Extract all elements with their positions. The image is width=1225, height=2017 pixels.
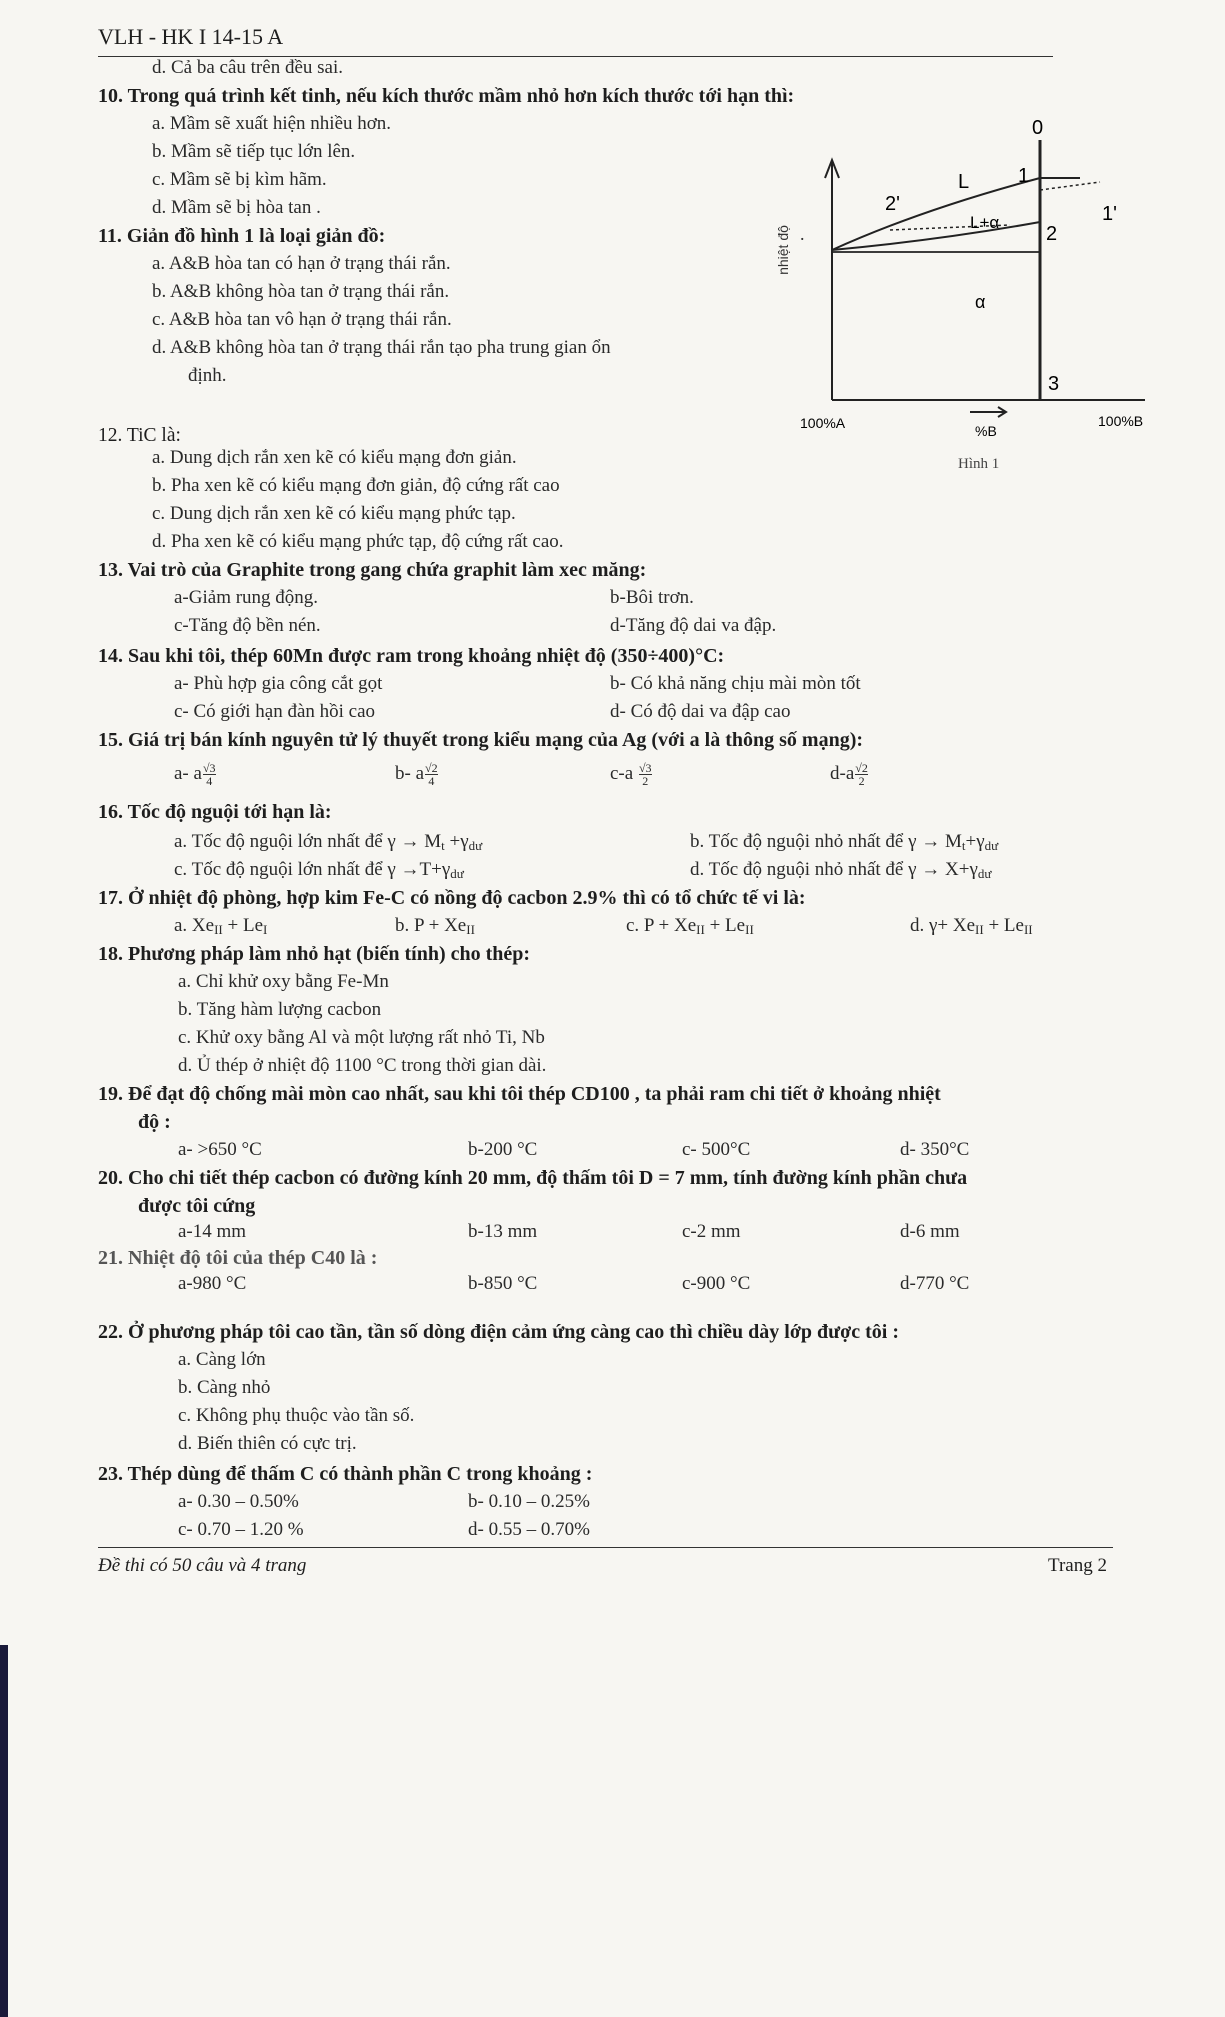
frac-denominator: 4 (428, 774, 435, 789)
q15-option-b-text: b- a (395, 763, 425, 784)
q16-a-sub2: dư (468, 838, 483, 853)
q17-b-text: b. P + Xe (395, 915, 467, 936)
q13-option-d: d-Tăng độ dai va đập. (610, 615, 777, 636)
q16-a-text: a. Tốc độ nguội lớn nhất để γ → M (174, 831, 442, 852)
q15-option-a-text: a- a (174, 763, 202, 784)
q14-option-a: a- Phù hợp gia công cắt gọt (174, 673, 383, 694)
question-21: 21. Nhiệt độ tôi của thép C40 là : (98, 1247, 378, 1269)
point-3: 3 (1048, 373, 1060, 395)
label-alpha: α (975, 292, 986, 312)
phase-diagram-figure (770, 110, 1180, 490)
label-liquid-alpha: L+α (970, 213, 1000, 232)
q13-option-b: b-Bôi trơn. (610, 587, 694, 608)
q23-option-c: c- 0.70 – 1.20 % (178, 1519, 304, 1540)
q12-option-b: b. Pha xen kẽ có kiểu mạng đơn giản, độ cứng rất cao (152, 475, 560, 496)
q23-option-b: b- 0.10 – 0.25% (468, 1491, 590, 1512)
q11-option-a: a. A&B hòa tan có hạn ở trạng thái rắn. (152, 253, 451, 274)
q17-option-b (395, 914, 475, 942)
q21-option-a: a-980 °C (178, 1273, 247, 1294)
q15-option-c (610, 762, 652, 787)
question-11: 11. Giản đồ hình 1 là loại giản đồ: (98, 225, 386, 247)
q15-option-b-fraction (425, 762, 438, 787)
q17-option-d (910, 914, 1033, 942)
q19-option-b: b-200 °C (468, 1139, 538, 1160)
q17-d-sub1: II (975, 922, 984, 937)
q12-option-d: d. Pha xen kẽ có kiểu mạng phức tạp, độ cứng rất cao. (152, 531, 564, 552)
question-14: 14. Sau khi tôi, thép 60Mn được ram trong khoảng nhiệt độ (350÷400)°C: (98, 645, 725, 667)
question-17: 17. Ở nhiệt độ phòng, hợp kim Fe-C có nồng độ cacbon 2.9% thì có tổ chức tế vi là: (98, 887, 806, 909)
label-liquid: L (958, 171, 970, 193)
frac-denominator: 4 (206, 774, 213, 789)
footer-note: Đề thi có 50 câu và 4 trang (98, 1555, 307, 1576)
q11-option-b: b. A&B không hòa tan ở trạng thái rắn. (152, 281, 450, 302)
q14-option-c: c- Có giới hạn đàn hồi cao (174, 701, 376, 722)
question-22: 22. Ở phương pháp tôi cao tần, tần số dòng điện cảm ứng càng cao thì chiều dày lớp được tôi : (98, 1321, 900, 1343)
q17-c-sub1: II (696, 922, 705, 937)
q15-option-a-fraction (203, 762, 216, 787)
q17-c-text: c. P + Xe (626, 915, 697, 936)
q19-option-c: c- 500°C (682, 1139, 751, 1160)
question-23: 23. Thép dùng để thấm C có thành phần C trong khoảng : (98, 1463, 593, 1485)
q11-option-d: d. A&B không hòa tan ở trạng thái rắn tạo pha trung gian ổn (152, 337, 611, 358)
x-label-100B: 100%B (1098, 413, 1144, 429)
q16-option-d (690, 858, 991, 886)
question-16: 16. Tốc độ nguội tới hạn là: (98, 801, 332, 823)
q17-option-c (626, 914, 754, 942)
q15-option-b (395, 762, 438, 787)
q17-d-text: d. γ+ Xe (910, 915, 976, 936)
footer-rule (98, 1547, 1113, 1548)
q16-c-text: c. Tốc độ nguội lớn nhất để γ →T+γ (174, 859, 451, 880)
q10-option-d: d. Mầm sẽ bị hòa tan . (152, 197, 321, 218)
dashed-line-1 (1040, 182, 1100, 190)
point-0: 0 (1032, 117, 1044, 139)
scan-edge (0, 1645, 8, 2017)
x-label-percent-B: %B (975, 423, 997, 439)
q18-option-d: d. Ủ thép ở nhiệt độ 1100 °C trong thời gian dài. (178, 1055, 547, 1076)
q10-option-b: b. Mầm sẽ tiếp tục lớn lên. (152, 141, 356, 162)
q14-option-b: b- Có khả năng chịu mài mòn tốt (610, 673, 861, 694)
q18-option-a: a. Chỉ khử oxy bằng Fe-Mn (178, 971, 389, 992)
q17-a-sub1: II (214, 922, 223, 937)
q20-option-b: b-13 mm (468, 1221, 538, 1242)
q16-c-sub: dư (450, 866, 464, 881)
q20-option-a: a-14 mm (178, 1221, 247, 1242)
liquidus-curve (832, 178, 1080, 250)
q17-a-mid: + Le (222, 915, 264, 936)
q11-option-d-cont: định. (188, 365, 227, 386)
q16-option-c (174, 858, 464, 886)
q17-d-sub2: II (1023, 922, 1033, 937)
q16-b-mid: +γ (965, 831, 985, 852)
q23-option-d: d- 0.55 – 0.70% (468, 1519, 590, 1540)
x-label-100A: 100%A (800, 415, 846, 431)
q17-b-sub: II (466, 922, 475, 937)
axis-dot: . (800, 224, 805, 244)
q15-option-d-text: d-a (830, 763, 855, 784)
q17-c-mid: + Le (704, 915, 746, 936)
q18-option-c: c. Khử oxy bằng Al và một lượng rất nhỏ Ti, Nb (178, 1027, 545, 1048)
q15-option-d (830, 762, 868, 787)
frac-numerator: √2 (855, 761, 868, 776)
q21-option-c: c-900 °C (682, 1273, 751, 1294)
q10-option-a: a. Mầm sẽ xuất hiện nhiều hơn. (152, 113, 392, 134)
q10-option-c: c. Mầm sẽ bị kìm hãm. (152, 169, 327, 190)
q14-option-d: d- Có độ dai va đập cao (610, 701, 791, 722)
question-20: 20. Cho chi tiết thép cacbon có đường kính 20 mm, độ thấm tôi D = 7 mm, tính đường kính phần chưa (98, 1167, 968, 1189)
question-20-cont: được tôi cứng (138, 1195, 256, 1217)
question-13: 13. Vai trò của Graphite trong gang chứa graphit làm xec măng: (98, 559, 647, 581)
page-number: Trang 2 (1048, 1555, 1107, 1576)
question-19: 19. Để đạt độ chống mài mòn cao nhất, sau khi tôi thép CD100 , ta phải ram chi tiết ở khoảng nhiệt (98, 1083, 941, 1105)
q15-option-c-fraction (639, 762, 652, 787)
point-1-prime: 1' (1102, 203, 1117, 225)
q17-c-sub2: II (745, 922, 754, 937)
question-19-cont: độ : (138, 1111, 171, 1133)
q22-option-a: a. Càng lớn (178, 1349, 266, 1370)
point-2-prime: 2' (885, 193, 900, 215)
q18-option-b: b. Tăng hàm lượng cacbon (178, 999, 382, 1020)
q22-option-c: c. Không phụ thuộc vào tần số. (178, 1405, 415, 1426)
point-1: 1 (1018, 165, 1030, 187)
q15-option-a (174, 762, 216, 787)
header-title: VLH - HK I 14-15 A (98, 24, 284, 49)
frac-numerator: √3 (638, 761, 652, 776)
frac-numerator: √3 (202, 761, 216, 776)
q13-option-c: c-Tăng độ bền nén. (174, 615, 321, 636)
q20-option-d: d-6 mm (900, 1221, 960, 1242)
q16-d-text: d. Tốc độ nguội nhỏ nhất để γ → X+γ (690, 859, 978, 880)
q17-a-sub2: I (263, 922, 268, 937)
figure-caption: Hình 1 (958, 456, 1000, 472)
q16-a-mid: +γ (444, 831, 469, 852)
question-12: 12. TiC là: (98, 425, 181, 446)
q21-option-b: b-850 °C (468, 1273, 538, 1294)
q22-option-d: d. Biến thiên có cực trị. (178, 1433, 357, 1454)
q12-option-a: a. Dung dịch rắn xen kẽ có kiểu mạng đơn giản. (152, 447, 517, 468)
frac-numerator: √2 (425, 761, 438, 776)
q17-option-a (174, 914, 267, 942)
frac-denominator: 2 (858, 774, 865, 789)
point-2: 2 (1046, 223, 1058, 245)
q16-b-sub2: dư (984, 838, 999, 853)
q17-d-mid: + Le (983, 915, 1024, 936)
q23-option-a: a- 0.30 – 0.50% (178, 1491, 299, 1512)
q16-a-sub1: t (441, 838, 445, 853)
q15-option-c-text: c-a (610, 763, 638, 784)
q9-option-d: d. Cả ba câu trên đều sai. (152, 57, 343, 78)
q13-option-a: a-Giảm rung động. (174, 587, 319, 608)
q17-a-text: a. Xe (174, 915, 215, 936)
q12-option-c: c. Dung dịch rắn xen kẽ có kiểu mạng phức tạp. (152, 503, 516, 524)
question-18: 18. Phương pháp làm nhỏ hạt (biến tính) cho thép: (98, 943, 531, 965)
q16-option-a (174, 830, 482, 858)
q16-b-text: b. Tốc độ nguội nhỏ nhất để γ → M (690, 831, 962, 852)
question-15: 15. Giá trị bán kính nguyên tử lý thuyết trong kiểu mạng của Ag (với a là thông số mạng): (98, 729, 864, 751)
q11-option-c: c. A&B hòa tan vô hạn ở trạng thái rắn. (152, 309, 452, 330)
frac-denominator: 2 (642, 774, 649, 789)
q16-b-sub1: t (961, 838, 966, 853)
q22-option-b: b. Càng nhỏ (178, 1377, 271, 1398)
q16-option-b (690, 830, 998, 858)
q19-option-a: a- >650 °C (178, 1139, 262, 1160)
q20-option-c: c-2 mm (682, 1221, 741, 1242)
q21-option-d: d-770 °C (900, 1273, 970, 1294)
y-axis-label: nhiệt độ (775, 225, 791, 275)
q15-option-d-fraction (855, 762, 868, 787)
q16-d-sub: dư (977, 866, 992, 881)
q19-option-d: d- 350°C (900, 1139, 970, 1160)
question-10: 10. Trong quá trình kết tinh, nếu kích thước mầm nhỏ hơn kích thước tới hạn thì: (98, 85, 795, 107)
